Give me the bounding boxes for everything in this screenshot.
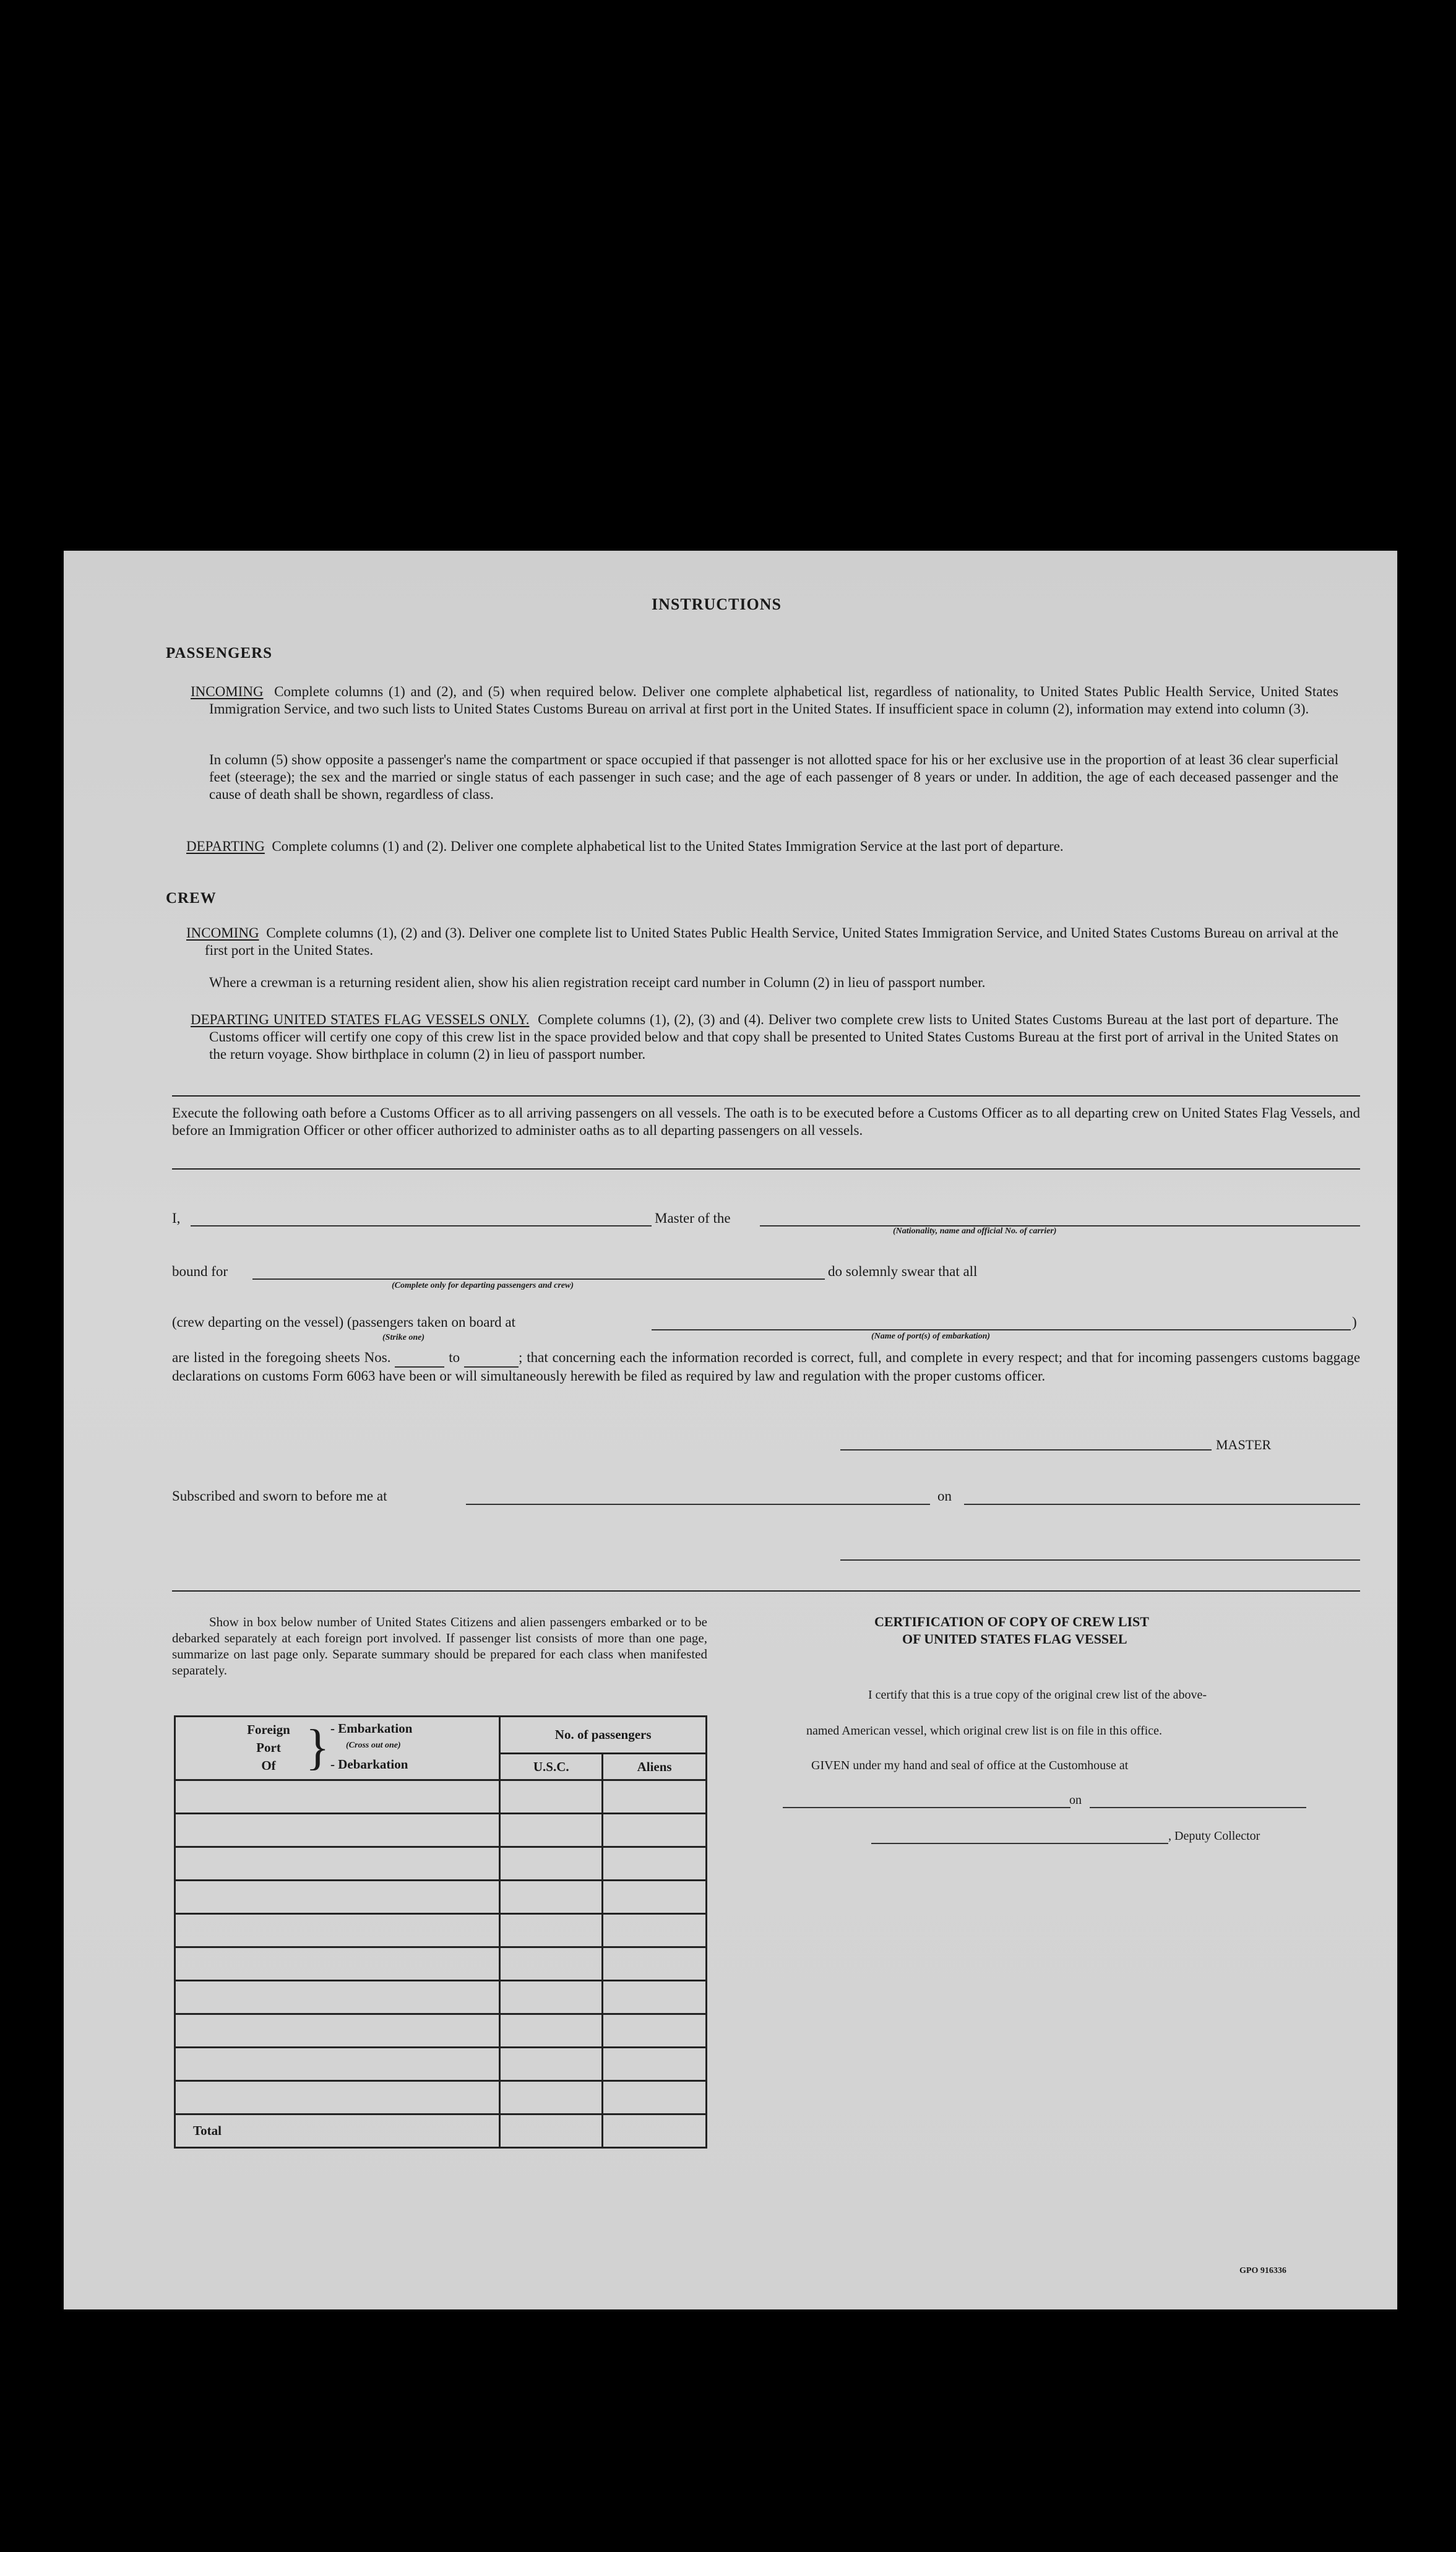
crew-flag-text: Complete columns (1), (2), (3) and (4). Deliver two complete crew lists to United States Customs Bureau at the last port of departure. The Customs officer will certify one copy of this crew list in the space provided below and that copy shall be presented to United States Customs Bureau at the first port of arrival in the United States on the return voyage. Show birthplace in column (2) in lieu of passport number. bbox=[209, 1012, 1339, 1062]
table-row bbox=[175, 1780, 707, 1814]
usc-cell[interactable] bbox=[500, 1814, 603, 1847]
table-row bbox=[175, 1847, 707, 1881]
passengers-heading: PASSENGERS bbox=[166, 645, 273, 662]
usc-cell[interactable] bbox=[500, 1881, 603, 1914]
table-row bbox=[175, 2081, 707, 2114]
crew-flag-block bbox=[191, 1011, 1338, 1063]
crew-heading: CREW bbox=[166, 890, 217, 907]
crew-resident-block bbox=[209, 974, 1338, 991]
crew-incoming-text: Complete columns (1), (2) and (3). Deliver one complete list to United States Public Health Service, United States Immigration Service, and United States Customs Bureau on arrival at the first port in the United States. bbox=[205, 925, 1338, 958]
oath-listed-a: are listed in the foregoing sheets Nos. bbox=[172, 1350, 391, 1365]
aliens-cell[interactable] bbox=[603, 1814, 707, 1847]
passengers-departing-block bbox=[186, 838, 1338, 855]
port-cell[interactable] bbox=[175, 1881, 500, 1914]
total-label: Total bbox=[193, 2123, 222, 2138]
oath-i-label: I, bbox=[172, 1210, 181, 1226]
embarkation-port-field[interactable] bbox=[652, 1329, 1351, 1330]
sworn-date-field[interactable] bbox=[964, 1504, 1360, 1505]
deputy-signature-field[interactable] bbox=[871, 1843, 1168, 1844]
sheet-to-field[interactable] bbox=[464, 1349, 519, 1368]
master-name-field[interactable] bbox=[191, 1225, 652, 1226]
aliens-cell[interactable] bbox=[603, 2081, 707, 2114]
sheet-from-field[interactable] bbox=[395, 1349, 444, 1368]
table-row bbox=[175, 1914, 707, 1947]
debarkation-label: - Debarkation bbox=[330, 1757, 408, 1772]
passengers-departing-label: DEPARTING bbox=[186, 838, 265, 854]
usc-cell[interactable] bbox=[500, 1914, 603, 1947]
table-row bbox=[175, 2048, 707, 2081]
foreign-label: Foreign bbox=[247, 1722, 290, 1737]
carrier-field[interactable] bbox=[760, 1225, 1360, 1226]
master-label: MASTER bbox=[1216, 1437, 1272, 1452]
oath-listed-block bbox=[172, 1349, 1360, 1385]
port-cell[interactable] bbox=[175, 1981, 500, 2014]
divider-oath bbox=[172, 1166, 1360, 1170]
passengers-incoming-label: INCOMING bbox=[191, 684, 264, 699]
certification-line-3: GIVEN under my hand and seal of office at the Customhouse at bbox=[811, 1759, 1129, 1772]
crew-incoming-block bbox=[186, 925, 1338, 959]
brace-icon: } bbox=[306, 1720, 330, 1775]
aliens-cell[interactable] bbox=[603, 2014, 707, 2048]
certification-title-2: OF UNITED STATES FLAG VESSEL bbox=[902, 1631, 1127, 1647]
oath-master-of-label: Master of the bbox=[655, 1210, 731, 1226]
usc-header: U.S.C. bbox=[500, 1754, 603, 1780]
gpo-code: GPO 916336 bbox=[1239, 2266, 1286, 2275]
total-row bbox=[175, 2114, 707, 2148]
certification-line-2: named American vessel, which original crew list is on file in this office. bbox=[806, 1724, 1163, 1738]
divider-top bbox=[172, 1093, 1360, 1097]
aliens-cell[interactable] bbox=[603, 1981, 707, 2014]
embarkation-label: - Embarkation bbox=[330, 1721, 413, 1736]
oath-bound-label: bound for bbox=[172, 1264, 228, 1279]
subscribed-on-label: on bbox=[937, 1488, 952, 1504]
passengers-incoming-block bbox=[191, 683, 1338, 718]
passengers-incoming-text: Complete columns (1) and (2), and (5) when required below. Deliver one complete alphabetical list, regardless of nationality, to United States Public Health Service, United States Immigration Service, and two such lists to United States Customs Bureau on arrival at first port in the United States. If insufficient space in column (2), information may extend into column (3). bbox=[209, 684, 1339, 717]
usc-cell[interactable] bbox=[500, 1780, 603, 1814]
aliens-cell[interactable] bbox=[603, 1914, 707, 1947]
port-cell[interactable] bbox=[175, 1847, 500, 1881]
aliens-cell[interactable] bbox=[603, 2048, 707, 2081]
instructions-title: INSTRUCTIONS bbox=[652, 595, 782, 613]
total-label-cell bbox=[175, 2114, 500, 2148]
aliens-header: Aliens bbox=[603, 1754, 707, 1780]
table-row bbox=[175, 2014, 707, 2048]
summary-note-block bbox=[172, 1614, 707, 1678]
passengers-departing-text: Complete columns (1) and (2). Deliver one complete alphabetical list to the United States Immigration Service at the last port of departure. bbox=[272, 838, 1064, 854]
total-aliens-cell[interactable] bbox=[603, 2114, 707, 2148]
port-cell[interactable] bbox=[175, 2048, 500, 2081]
cross-out-caption: (Cross out one) bbox=[346, 1741, 401, 1750]
customhouse-field[interactable] bbox=[783, 1807, 1070, 1808]
crew-flag-label: DEPARTING UNITED STATES FLAG VESSELS ONLY. bbox=[191, 1012, 530, 1027]
table-row bbox=[175, 1981, 707, 2014]
no-passengers-header: No. of passengers bbox=[500, 1717, 707, 1754]
certification-line-1: I certify that this is a true copy of the original crew list of the above- bbox=[868, 1688, 1207, 1702]
passengers-column5-text: In column (5) show opposite a passenger's name the compartment or space occupied if that passenger is not allotted space for his or her exclusive use in the proportion of at least 36 clear superficial feet (steerage); the sex and the married or single status of each passenger in such case; and the age of each passenger of 8 years or under. In addition, the age of each deceased passenger and the cause of death shall be shown, regardless of class. bbox=[209, 752, 1338, 802]
officer-signature-field[interactable] bbox=[840, 1559, 1360, 1561]
table-row bbox=[175, 1947, 707, 1981]
crew-incoming-label: INCOMING bbox=[186, 925, 259, 941]
usc-cell[interactable] bbox=[500, 2048, 603, 2081]
port-cell[interactable] bbox=[175, 1814, 500, 1847]
usc-cell[interactable] bbox=[500, 1981, 603, 2014]
oath-listed-to: to bbox=[449, 1350, 460, 1365]
certification-title-1: CERTIFICATION OF COPY OF CREW LIST bbox=[874, 1614, 1149, 1629]
port-cell[interactable] bbox=[175, 2081, 500, 2114]
port-cell[interactable] bbox=[175, 2014, 500, 2048]
bound-for-field[interactable] bbox=[252, 1278, 825, 1280]
strike-caption: (Strike one) bbox=[382, 1333, 425, 1342]
summary-note: Show in box below number of United States Citizens and alien passengers embarked or to be debarked separately at each foreign port involved. If passenger list consists of more than one page, summarize on last page only. Separate summary should be prepared for each class when manifested separately. bbox=[172, 1614, 707, 1678]
carrier-caption: (Nationality, name and official No. of carrier) bbox=[893, 1226, 1057, 1236]
port-caption: (Name of port(s) of embarkation) bbox=[871, 1332, 991, 1341]
total-usc-cell[interactable] bbox=[500, 2114, 603, 2148]
passengers-column5-block bbox=[209, 751, 1338, 803]
usc-cell[interactable] bbox=[500, 2081, 603, 2114]
aliens-cell[interactable] bbox=[603, 1847, 707, 1881]
deputy-collector-label: , Deputy Collector bbox=[1168, 1829, 1260, 1843]
passenger-summary-table bbox=[174, 1715, 707, 2149]
of-label: Of bbox=[261, 1758, 276, 1773]
table-row bbox=[175, 1814, 707, 1847]
oath-crew-label: (crew departing on the vessel) (passengers taken on board at bbox=[172, 1314, 515, 1330]
sworn-place-field[interactable] bbox=[466, 1504, 930, 1505]
certification-on-label: on bbox=[1069, 1793, 1082, 1807]
port-header-cell bbox=[175, 1717, 500, 1780]
port-cell[interactable] bbox=[175, 1914, 500, 1947]
certification-date-field[interactable] bbox=[1090, 1807, 1306, 1808]
port-cell[interactable] bbox=[175, 1947, 500, 1981]
usc-cell[interactable] bbox=[500, 1847, 603, 1881]
subscribed-label: Subscribed and sworn to before me at bbox=[172, 1488, 387, 1504]
oath-close-paren: ) bbox=[1352, 1314, 1357, 1330]
master-signature-field[interactable] bbox=[840, 1449, 1212, 1451]
port-cell[interactable] bbox=[175, 1780, 500, 1814]
usc-cell[interactable] bbox=[500, 2014, 603, 2048]
divider-bottom bbox=[172, 1588, 1360, 1592]
crew-resident-text: Where a crewman is a returning resident alien, show his alien registration receipt card number in Column (2) in lieu of passport number. bbox=[209, 975, 986, 990]
oath-intro-block bbox=[172, 1105, 1360, 1139]
table-row bbox=[175, 1881, 707, 1914]
bound-caption: (Complete only for departing passengers and crew) bbox=[392, 1281, 574, 1290]
oath-listed-b: ; that concerning each the information recorded is correct, full, and complete in every respect; and that for incoming passengers customs baggage declarations on customs Form 6063 have been or will simultaneously herewith be filed as required by law and regulation with the proper customs officer. bbox=[172, 1350, 1361, 1384]
document-page bbox=[64, 551, 1397, 2309]
aliens-cell[interactable] bbox=[603, 1947, 707, 1981]
aliens-cell[interactable] bbox=[603, 1780, 707, 1814]
port-label: Port bbox=[256, 1740, 281, 1755]
usc-cell[interactable] bbox=[500, 1947, 603, 1981]
oath-intro-text: Execute the following oath before a Customs Officer as to all arriving passengers on all vessels. The oath is to be executed before a Customs Officer as to all departing crew on United States Flag Vessels, and before an Immigration Officer or other officer authorized to administer oaths as to all departing passengers on all vessels. bbox=[172, 1105, 1360, 1138]
oath-swear-label: do solemnly swear that all bbox=[828, 1264, 978, 1279]
aliens-cell[interactable] bbox=[603, 1881, 707, 1914]
